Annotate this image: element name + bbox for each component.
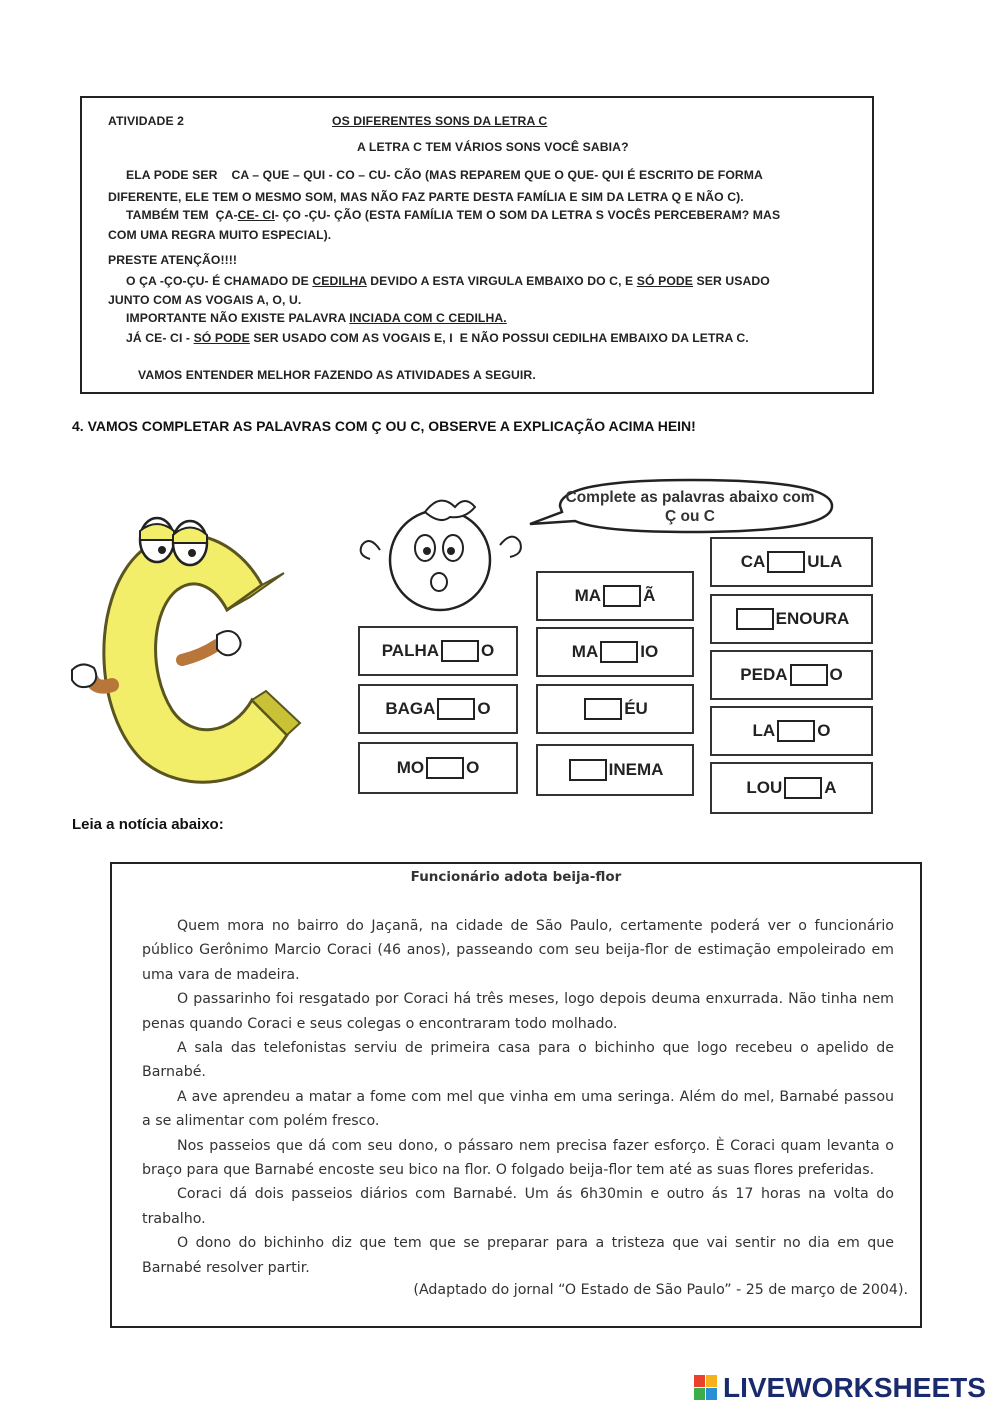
- word-box-cenoura: ENOURA: [710, 594, 873, 644]
- activity-box: [80, 96, 874, 394]
- blank-moco[interactable]: [426, 757, 464, 779]
- activity-line-7: IMPORTANTE NÃO EXISTE PALAVRA INCIADA COM C CEDILHA.: [126, 311, 507, 325]
- activity-closing: VAMOS ENTENDER MELHOR FAZENDO AS ATIVIDADES A SEGUIR.: [138, 368, 536, 382]
- activity-line-1: ELA PODE SER CA – QUE – QUI - CO – CU- CÃO (MAS REPAREM QUE O QUE- QUI É ESCRITO DE FORMA: [126, 168, 763, 182]
- news-paragraph: Coraci dá dois passeios diários com Barnabé. Um ás 6h30min e outro ás 17 horas na volta do trabalho.: [142, 1186, 894, 1227]
- activity-line-5: O ÇA -ÇO-ÇU- É CHAMADO DE CEDILHA DEVIDO A ESTA VIRGULA EMBAIXO DO C, E SÓ PODE SER USADO: [126, 274, 770, 288]
- activity-subtitle: A LETRA C TEM VÁRIOS SONS VOCÊ SABIA?: [357, 140, 629, 154]
- news-paragraph: A sala das telefonistas serviu de primeira casa para o bichinho que logo recebeu o apelido de Barnabé.: [142, 1040, 894, 1081]
- activity-line-8: JÁ CE- CI - SÓ PODE SER USADO COM AS VOGAIS E, I E NÃO POSSUI CEDILHA EMBAIXO DA LETRA C.: [126, 331, 749, 345]
- blank-maca[interactable]: [603, 585, 641, 607]
- reading-prompt: Leia a notícia abaixo:: [72, 816, 224, 833]
- word-box-cacula: CA ULA: [710, 537, 873, 587]
- blank-cinema[interactable]: [569, 759, 607, 781]
- news-box: [110, 862, 922, 1328]
- activity-title: OS DIFERENTES SONS DA LETRA C: [332, 114, 548, 128]
- blank-bagaco[interactable]: [437, 698, 475, 720]
- word-box-macio: MA IO: [536, 627, 694, 677]
- arm-right: [182, 645, 217, 660]
- word-box-bagaco: BAGA O: [358, 684, 518, 734]
- news-paragraph: A ave aprendeu a matar a fome com mel que vinha em uma seringa. Além do mel, Barnabé passou a se alimentar com polém fresco.: [142, 1088, 894, 1130]
- news-paragraph: O dono do bichinho diz que tem que se preparar para a tristeza que vai sentir no dia em que Barnabé resolver partir.: [142, 1235, 894, 1276]
- activity-line-4: COM UMA REGRA MUITO ESPECIAL).: [108, 228, 332, 242]
- word-box-pedaco: PEDA O: [710, 650, 873, 700]
- activity-line-3: TAMBÉM TEM ÇA-CE- CI- ÇO -ÇU- ÇÃO (ESTA FAMÍLIA TEM O SOM DA LETRA S VOCÊS PERCEBERAM? MAS: [126, 208, 781, 222]
- activity-line-2: DIFERENTE, ELE TEM O MESMO SOM, MAS NÃO FAZ PARTE DESTA FAMÍLIA E SIM DA LETRA Q E NÃO C).: [108, 190, 744, 204]
- question-4: 4. VAMOS COMPLETAR AS PALAVRAS COM Ç OU C, OBSERVE A EXPLICAÇÃO ACIMA HEIN!: [72, 418, 696, 434]
- hand-right: [217, 631, 241, 655]
- word-box-ceu: ÉU: [536, 684, 694, 734]
- news-body: [142, 914, 894, 1280]
- word-box-cinema: INEMA: [536, 744, 694, 796]
- blank-laco[interactable]: [777, 720, 815, 742]
- blank-ceu[interactable]: [584, 698, 622, 720]
- news-title: Funcionário adota beija-flor: [410, 869, 622, 885]
- fruit-character-illustration: [355, 490, 535, 625]
- news-paragraph: Nos passeios que dá com seu dono, o pássaro nem precisa fazer esforço. È Coraci quam levanta o braço para que Barnabé encoste seu bico na flor. O folgado beija-flor tem até as suas flores preferidas.: [142, 1137, 894, 1179]
- word-box-laco: LA O: [710, 706, 873, 756]
- activity-line-6: JUNTO COM AS VOGAIS A, O, U.: [108, 293, 302, 307]
- letter-c-character-illustration: [52, 495, 307, 795]
- blank-cacula[interactable]: [767, 551, 805, 573]
- news-paragraph: O passarinho foi resgatado por Coraci há três meses, logo depois deuma enxurrada. Não tinha nem penas quando Coraci e seus colegas o encontraram todo molhado.: [142, 991, 894, 1032]
- hand-left: [72, 664, 96, 687]
- attention-heading: PRESTE ATENÇÃO!!!!: [108, 253, 238, 267]
- word-box-palhaco: PALHA O: [358, 626, 518, 676]
- blank-palhaco[interactable]: [441, 640, 479, 662]
- word-box-moco: MO O: [358, 742, 518, 794]
- blank-macio[interactable]: [600, 641, 638, 663]
- blank-cenoura[interactable]: [736, 608, 774, 630]
- blank-louca[interactable]: [784, 777, 822, 799]
- news-paragraph: Quem mora no bairro do Jaçanã, na cidade de São Paulo, certamente poderá ver o funcionário público Gerônimo Marcio Coraci (46 anos), passeando com seu beija-flor de estimação empoleirado em uma vara de madeira.: [142, 918, 894, 983]
- liveworksheets-logo[interactable]: [693, 1372, 986, 1404]
- logo-mark-icon: [693, 1373, 719, 1403]
- word-box-louca: LOU A: [710, 762, 873, 814]
- logo-text: LIVEWORKSHEETS: [723, 1372, 986, 1403]
- activity-label: ATIVIDADE 2: [108, 114, 185, 128]
- bubble-text: Complete as palavras abaixo com Ç ou C: [565, 489, 815, 525]
- news-source: (Adaptado do jornal “O Estado de São Paulo” - 25 de março de 2004).: [413, 1282, 908, 1298]
- word-box-maca: MA Ã: [536, 571, 694, 621]
- blank-pedaco[interactable]: [790, 664, 828, 686]
